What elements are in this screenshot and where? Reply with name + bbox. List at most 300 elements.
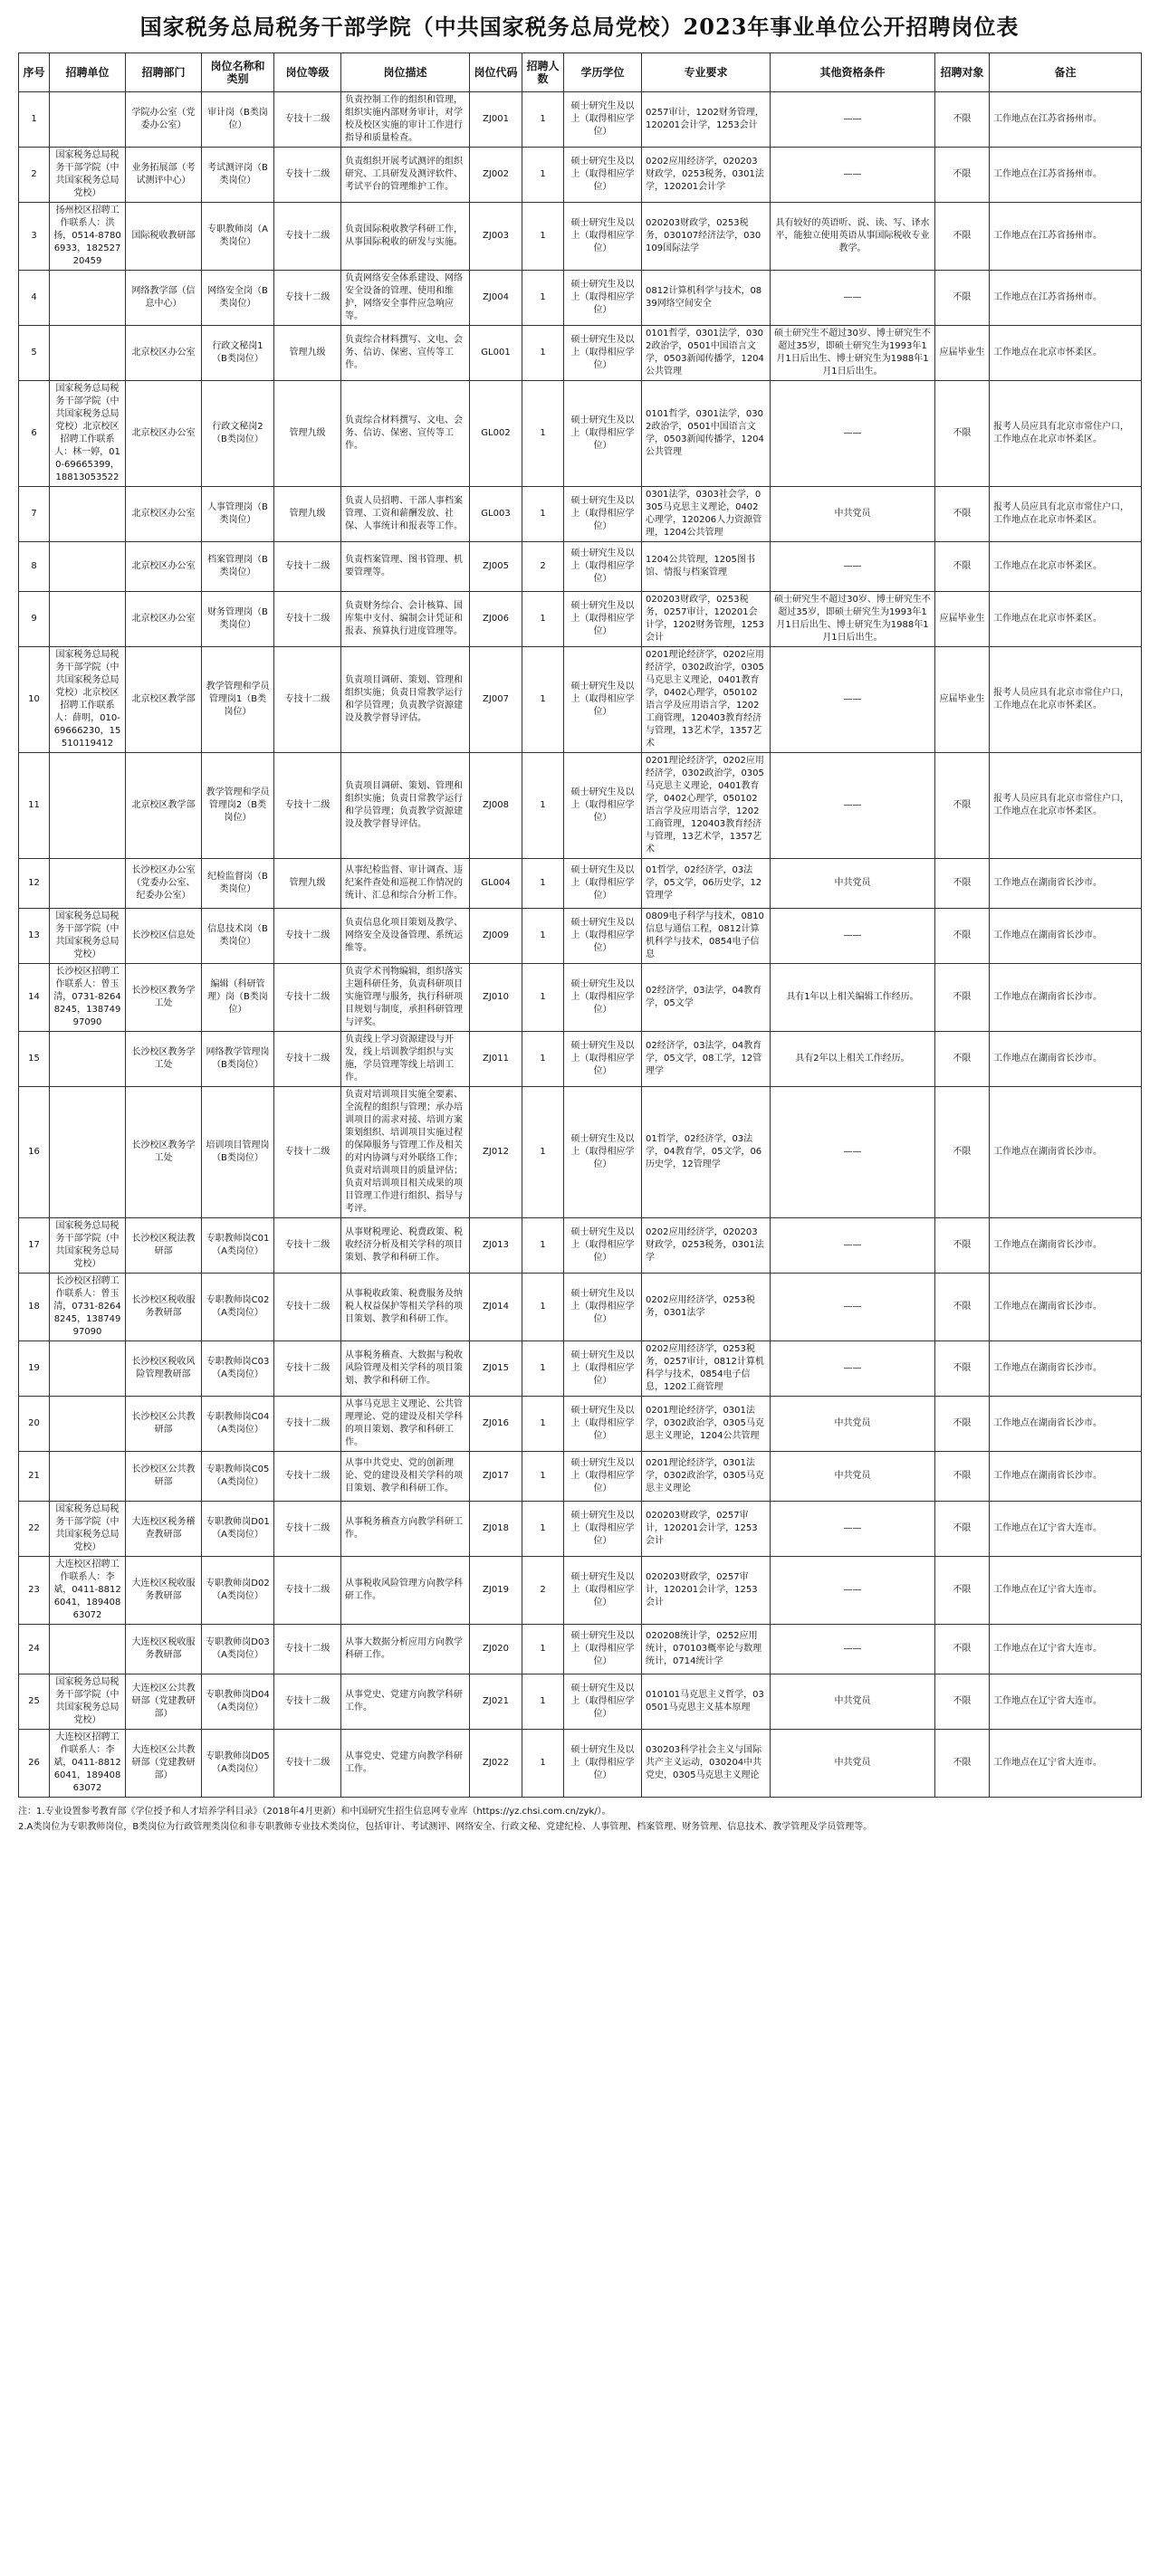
header-other: 其他资格条件 bbox=[771, 53, 935, 92]
table-row bbox=[19, 326, 1142, 381]
education-degree: 硕士研究生及以上（取得相应学位） bbox=[564, 1274, 642, 1341]
hire-count: 1 bbox=[522, 964, 564, 1032]
table-row bbox=[19, 592, 1142, 647]
post-description: 从事党史、党建方向教学科研工作。 bbox=[341, 1674, 470, 1730]
remarks: 工作地点在辽宁省大连市。 bbox=[990, 1674, 1142, 1730]
post-code: ZJ015 bbox=[470, 1341, 522, 1397]
post-name: 纪检监督岗（B类岗位） bbox=[202, 859, 274, 909]
department: 北京校区办公室 bbox=[126, 542, 202, 592]
post-level: 专技十二级 bbox=[274, 542, 341, 592]
education-degree: 硕士研究生及以上（取得相应学位） bbox=[564, 1032, 642, 1087]
row-number: 6 bbox=[19, 381, 50, 487]
table-row bbox=[19, 271, 1142, 326]
post-code: ZJ005 bbox=[470, 542, 522, 592]
remarks: 工作地点在湖南省长沙市。 bbox=[990, 1341, 1142, 1397]
table-row bbox=[19, 92, 1142, 148]
education-degree: 硕士研究生及以上（取得相应学位） bbox=[564, 1625, 642, 1674]
post-name: 专职教师岗C04（A类岗位） bbox=[202, 1397, 274, 1452]
table-row bbox=[19, 1674, 1142, 1730]
post-code: ZJ014 bbox=[470, 1274, 522, 1341]
recruiting-unit: 扬州校区招聘工作联系人：洪扬，0514-87806933，18252720459 bbox=[50, 203, 126, 271]
post-description: 负责综合材料撰写、文电、会务、信访、保密、宣传等工作。 bbox=[341, 326, 470, 381]
education-degree: 硕士研究生及以上（取得相应学位） bbox=[564, 1502, 642, 1557]
hire-count: 1 bbox=[522, 1341, 564, 1397]
major-requirements: 0201理论经济学，0202应用经济学，0302政治学，0305马克思主义理论，0401教育学，0402心理学，050102语言学及应用语言学，1202工商管理，120403教育经济与管理，13艺术学，1357艺术 bbox=[642, 647, 771, 753]
hire-count: 1 bbox=[522, 753, 564, 859]
education-degree: 硕士研究生及以上（取得相应学位） bbox=[564, 92, 642, 148]
education-degree: 硕士研究生及以上（取得相应学位） bbox=[564, 203, 642, 271]
hire-count: 1 bbox=[522, 271, 564, 326]
post-level: 专技十二级 bbox=[274, 271, 341, 326]
recruiting-unit: 长沙校区招聘工作联系人：曾玉清，0731-82648245，13874997090 bbox=[50, 964, 126, 1032]
table-row bbox=[19, 1557, 1142, 1625]
major-requirements: 010101马克思主义哲学，030501马克思主义基本原理 bbox=[642, 1674, 771, 1730]
post-level: 专技十二级 bbox=[274, 148, 341, 203]
post-name: 信息技术岗（B类岗位） bbox=[202, 909, 274, 964]
table-header-row bbox=[19, 53, 1142, 92]
other-qualifications: —— bbox=[771, 909, 935, 964]
post-level: 专技十二级 bbox=[274, 592, 341, 647]
header-remark: 备注 bbox=[990, 53, 1142, 92]
row-number: 5 bbox=[19, 326, 50, 381]
row-number: 16 bbox=[19, 1087, 50, 1218]
post-description: 负责信息化项目策划及教学、网络安全及设备管理、系统运维等。 bbox=[341, 909, 470, 964]
row-number: 1 bbox=[19, 92, 50, 148]
table-row bbox=[19, 753, 1142, 859]
recruit-target: 不限 bbox=[935, 271, 990, 326]
row-number: 11 bbox=[19, 753, 50, 859]
row-number: 25 bbox=[19, 1674, 50, 1730]
major-requirements: 0101哲学，0301法学，0302政治学，0501中国语言文学，0503新闻传播学，1204公共管理 bbox=[642, 326, 771, 381]
department: 长沙校区教务学工处 bbox=[126, 1032, 202, 1087]
major-requirements: 01哲学，02经济学，03法学，05文学，06历史学，12管理学 bbox=[642, 859, 771, 909]
post-description: 负责档案管理、图书管理、机要管理等。 bbox=[341, 542, 470, 592]
major-requirements: 0101哲学，0301法学，0302政治学，0501中国语言文学，0503新闻传播学，1204公共管理 bbox=[642, 381, 771, 487]
header-post: 岗位名称和类别 bbox=[202, 53, 274, 92]
department: 业务拓展部（考试测评中心） bbox=[126, 148, 202, 203]
footnotes bbox=[18, 1798, 1141, 1841]
department: 长沙校区公共教研部 bbox=[126, 1452, 202, 1502]
remarks: 工作地点在辽宁省大连市。 bbox=[990, 1557, 1142, 1625]
post-level: 专技十二级 bbox=[274, 1341, 341, 1397]
recruit-target: 不限 bbox=[935, 92, 990, 148]
row-number: 18 bbox=[19, 1274, 50, 1341]
other-qualifications: —— bbox=[771, 647, 935, 753]
other-qualifications: —— bbox=[771, 1274, 935, 1341]
recruiting-unit bbox=[50, 271, 126, 326]
department: 长沙校区税收服务教研部 bbox=[126, 1274, 202, 1341]
row-number: 4 bbox=[19, 271, 50, 326]
table-row bbox=[19, 1397, 1142, 1452]
department: 长沙校区税收风险管理教研部 bbox=[126, 1341, 202, 1397]
hire-count: 1 bbox=[522, 381, 564, 487]
hire-count: 1 bbox=[522, 326, 564, 381]
other-qualifications: —— bbox=[771, 1341, 935, 1397]
remarks: 工作地点在辽宁省大连市。 bbox=[990, 1730, 1142, 1798]
remarks: 工作地点在江苏省扬州市。 bbox=[990, 271, 1142, 326]
recruiting-unit bbox=[50, 859, 126, 909]
row-number: 15 bbox=[19, 1032, 50, 1087]
post-description: 负责组织开展考试测评的组织研究、工具研发及测评软件、考试平台的管理维护工作。 bbox=[341, 148, 470, 203]
recruit-target: 不限 bbox=[935, 1674, 990, 1730]
table-row bbox=[19, 1274, 1142, 1341]
post-code: ZJ020 bbox=[470, 1625, 522, 1674]
post-description: 负责财务综合、会计核算、国库集中支付、编制会计凭证和报表、预算执行进度管理等。 bbox=[341, 592, 470, 647]
post-code: ZJ007 bbox=[470, 647, 522, 753]
recruiting-unit bbox=[50, 92, 126, 148]
recruiting-unit: 大连校区招聘工作联系人：李斌，0411-88126041，18940863072 bbox=[50, 1557, 126, 1625]
major-requirements: 020208统计学，0252应用统计，070103概率论与数理统计，0714统计学 bbox=[642, 1625, 771, 1674]
post-code: ZJ012 bbox=[470, 1087, 522, 1218]
post-level: 专技十二级 bbox=[274, 1032, 341, 1087]
table-row bbox=[19, 542, 1142, 592]
recruit-target: 应届毕业生 bbox=[935, 647, 990, 753]
row-number: 20 bbox=[19, 1397, 50, 1452]
other-qualifications: —— bbox=[771, 1087, 935, 1218]
post-level: 专技十二级 bbox=[274, 1557, 341, 1625]
post-name: 教学管理和学员管理岗1（B类岗位） bbox=[202, 647, 274, 753]
post-description: 负责线上学习资源建设与开发，线上培训教学组织与实施，学员管理等线上培训工作。 bbox=[341, 1032, 470, 1087]
recruiting-unit: 长沙校区招聘工作联系人：曾玉清，0731-82648245，13874997090 bbox=[50, 1274, 126, 1341]
hire-count: 1 bbox=[522, 1674, 564, 1730]
post-code: GL001 bbox=[470, 326, 522, 381]
post-description: 负责网络安全体系建设、网络安全设备的管理、使用和维护，网络安全事件应急响应等。 bbox=[341, 271, 470, 326]
recruit-target: 不限 bbox=[935, 381, 990, 487]
hire-count: 1 bbox=[522, 1397, 564, 1452]
recruit-target: 不限 bbox=[935, 148, 990, 203]
department: 大连校区公共教研部（党建教研部） bbox=[126, 1730, 202, 1798]
remarks: 工作地点在辽宁省大连市。 bbox=[990, 1502, 1142, 1557]
other-qualifications: 中共党员 bbox=[771, 487, 935, 542]
post-level: 专技十二级 bbox=[274, 1274, 341, 1341]
recruit-target: 不限 bbox=[935, 1730, 990, 1798]
major-requirements: 0301法学，0303社会学，0305马克思主义理论，0402心理学，120206人力资源管理，1204公共管理 bbox=[642, 487, 771, 542]
post-description: 从事大数据分析应用方向教学科研工作。 bbox=[341, 1625, 470, 1674]
recruit-target: 应届毕业生 bbox=[935, 326, 990, 381]
row-number: 24 bbox=[19, 1625, 50, 1674]
post-code: ZJ019 bbox=[470, 1557, 522, 1625]
major-requirements: 1204公共管理，1205图书馆、情报与档案管理 bbox=[642, 542, 771, 592]
table-row bbox=[19, 859, 1142, 909]
education-degree: 硕士研究生及以上（取得相应学位） bbox=[564, 1730, 642, 1798]
major-requirements: 0202应用经济学，0253税务，0301法学 bbox=[642, 1274, 771, 1341]
post-name: 档案管理岗（B类岗位） bbox=[202, 542, 274, 592]
post-code: ZJ013 bbox=[470, 1218, 522, 1274]
recruiting-unit: 国家税务总局税务干部学院（中共国家税务总局党校） bbox=[50, 148, 126, 203]
post-description: 负责控制工作的组织和管理，组织实施内部财务审计，对学校及校区实施的审计工作进行指导和质量检查。 bbox=[341, 92, 470, 148]
remarks: 工作地点在北京市怀柔区。 bbox=[990, 592, 1142, 647]
table-row bbox=[19, 1452, 1142, 1502]
recruiting-unit bbox=[50, 1032, 126, 1087]
post-level: 专技十二级 bbox=[274, 1625, 341, 1674]
post-level: 专技十二级 bbox=[274, 647, 341, 753]
post-name: 专职教师岗D05（A类岗位） bbox=[202, 1730, 274, 1798]
department: 北京校区办公室 bbox=[126, 487, 202, 542]
row-number: 12 bbox=[19, 859, 50, 909]
remarks: 工作地点在湖南省长沙市。 bbox=[990, 1218, 1142, 1274]
recruit-target: 不限 bbox=[935, 1218, 990, 1274]
hire-count: 1 bbox=[522, 1502, 564, 1557]
post-description: 负责人员招聘、干部人事档案管理、工资和薪酬发放、社保、人事统计和报表等工作。 bbox=[341, 487, 470, 542]
post-level: 专技十二级 bbox=[274, 909, 341, 964]
post-level: 专技十二级 bbox=[274, 1674, 341, 1730]
hire-count: 1 bbox=[522, 1730, 564, 1798]
recruiting-unit bbox=[50, 753, 126, 859]
post-description: 从事税收风险管理方向教学科研工作。 bbox=[341, 1557, 470, 1625]
post-level: 管理九级 bbox=[274, 381, 341, 487]
major-requirements: 020203财政学，0253税务，0257审计，120201会计学，1202财务管理，1253会计 bbox=[642, 592, 771, 647]
department: 北京校区办公室 bbox=[126, 326, 202, 381]
other-qualifications: 中共党员 bbox=[771, 859, 935, 909]
department: 国际税收教研部 bbox=[126, 203, 202, 271]
major-requirements: 0201理论经济学，0301法学，0302政治学，0305马克思主义理论 bbox=[642, 1452, 771, 1502]
header-dept: 招聘部门 bbox=[126, 53, 202, 92]
post-code: ZJ021 bbox=[470, 1674, 522, 1730]
other-qualifications: 硕士研究生不超过30岁、博士研究生不超过35岁，即硕士研究生为1993年1月1日后出生、博士研究生为1988年1月1日后出生。 bbox=[771, 326, 935, 381]
recruiting-unit bbox=[50, 326, 126, 381]
post-name: 专职教师岗（A类岗位） bbox=[202, 203, 274, 271]
recruiting-unit: 国家税务总局税务干部学院（中共国家税务总局党校） bbox=[50, 1674, 126, 1730]
remarks: 工作地点在湖南省长沙市。 bbox=[990, 1452, 1142, 1502]
remarks: 工作地点在湖南省长沙市。 bbox=[990, 1032, 1142, 1087]
table-row bbox=[19, 964, 1142, 1032]
remarks: 工作地点在湖南省长沙市。 bbox=[990, 1397, 1142, 1452]
header-target: 招聘对象 bbox=[935, 53, 990, 92]
remarks: 报考人员应具有北京市常住户口，工作地点在北京市怀柔区。 bbox=[990, 647, 1142, 753]
row-number: 10 bbox=[19, 647, 50, 753]
recruit-target: 不限 bbox=[935, 859, 990, 909]
post-name: 专职教师岗C01（A类岗位） bbox=[202, 1218, 274, 1274]
post-level: 专技十二级 bbox=[274, 1087, 341, 1218]
post-level: 专技十二级 bbox=[274, 964, 341, 1032]
recruiting-unit: 大连校区招聘工作联系人：李斌，0411-88126041，18940863072 bbox=[50, 1730, 126, 1798]
row-number: 3 bbox=[19, 203, 50, 271]
table-row bbox=[19, 203, 1142, 271]
recruiting-unit bbox=[50, 592, 126, 647]
post-name: 财务管理岗（B类岗位） bbox=[202, 592, 274, 647]
post-description: 负责项目调研、策划、管理和组织实施；负责日常教学运行和学员管理；负责教学资源建设及教学督导评估。 bbox=[341, 753, 470, 859]
post-description: 从事党史、党建方向教学科研工作。 bbox=[341, 1730, 470, 1798]
hire-count: 2 bbox=[522, 542, 564, 592]
department: 长沙校区公共教研部 bbox=[126, 1397, 202, 1452]
major-requirements: 020203财政学，0257审计，120201会计学，1253会计 bbox=[642, 1502, 771, 1557]
recruiting-unit bbox=[50, 1397, 126, 1452]
department: 长沙校区教务学工处 bbox=[126, 964, 202, 1032]
remarks: 工作地点在北京市怀柔区。 bbox=[990, 326, 1142, 381]
header-code: 岗位代码 bbox=[470, 53, 522, 92]
post-name: 行政文秘岗2（B类岗位） bbox=[202, 381, 274, 487]
post-name: 网络教学管理岗（B类岗位） bbox=[202, 1032, 274, 1087]
other-qualifications: —— bbox=[771, 753, 935, 859]
education-degree: 硕士研究生及以上（取得相应学位） bbox=[564, 1557, 642, 1625]
recruitment-table bbox=[18, 52, 1142, 1798]
row-number: 26 bbox=[19, 1730, 50, 1798]
recruit-target: 不限 bbox=[935, 753, 990, 859]
major-requirements: 020203财政学，0253税务，030107经济法学，030109国际法学 bbox=[642, 203, 771, 271]
header-no: 序号 bbox=[19, 53, 50, 92]
post-name: 网络安全岗（B类岗位） bbox=[202, 271, 274, 326]
post-description: 从事纪检监督、审计调查、违纪案件查处和巡视工作情况的统计、汇总和综合分析工作。 bbox=[341, 859, 470, 909]
table-row bbox=[19, 381, 1142, 487]
post-name: 编辑（科研管理）岗（B类岗位） bbox=[202, 964, 274, 1032]
hire-count: 2 bbox=[522, 1557, 564, 1625]
hire-count: 1 bbox=[522, 592, 564, 647]
recruiting-unit: 国家税务总局税务干部学院（中共国家税务总局党校）北京校区招聘工作联系人：林一婷，010-69665399，18813053522 bbox=[50, 381, 126, 487]
education-degree: 硕士研究生及以上（取得相应学位） bbox=[564, 487, 642, 542]
recruiting-unit bbox=[50, 1625, 126, 1674]
other-qualifications: —— bbox=[771, 381, 935, 487]
post-name: 培训项目管理岗（B类岗位） bbox=[202, 1087, 274, 1218]
recruit-target: 应届毕业生 bbox=[935, 592, 990, 647]
education-degree: 硕士研究生及以上（取得相应学位） bbox=[564, 148, 642, 203]
education-degree: 硕士研究生及以上（取得相应学位） bbox=[564, 326, 642, 381]
other-qualifications: 具有较好的英语听、说、读、写、译水平，能独立使用英语从事国际税收专业教学。 bbox=[771, 203, 935, 271]
recruiting-unit: 国家税务总局税务干部学院（中共国家税务总局党校） bbox=[50, 1218, 126, 1274]
post-name: 专职教师岗D01（A类岗位） bbox=[202, 1502, 274, 1557]
recruit-target: 不限 bbox=[935, 203, 990, 271]
department: 大连校区税务稽查教研部 bbox=[126, 1502, 202, 1557]
remarks: 工作地点在江苏省扬州市。 bbox=[990, 92, 1142, 148]
post-code: ZJ004 bbox=[470, 271, 522, 326]
major-requirements: 020203财政学，0257审计，120201会计学，1253会计 bbox=[642, 1557, 771, 1625]
post-description: 负责学术刊物编辑，组织落实主题科研任务，负责科研项目实施管理与服务，执行科研项目规划与制度，承担科研管理与评奖。 bbox=[341, 964, 470, 1032]
header-unit: 招聘单位 bbox=[50, 53, 126, 92]
table-row bbox=[19, 1218, 1142, 1274]
post-description: 负责对培训项目实施全要素、全流程的组织与管理；承办培训项目的需求对接、培训方案策划组织、培训项目实施过程的保障服务与管理工作及相关的对内协调与对外联络工作；负责对培训项目的质量评估；负责对培训项目相关成果的项目管理工作进行组织、指导与考评。 bbox=[341, 1087, 470, 1218]
post-name: 专职教师岗C05（A类岗位） bbox=[202, 1452, 274, 1502]
other-qualifications: —— bbox=[771, 271, 935, 326]
hire-count: 1 bbox=[522, 92, 564, 148]
department: 大连校区税收服务教研部 bbox=[126, 1557, 202, 1625]
other-qualifications: —— bbox=[771, 92, 935, 148]
row-number: 9 bbox=[19, 592, 50, 647]
education-degree: 硕士研究生及以上（取得相应学位） bbox=[564, 964, 642, 1032]
post-level: 专技十二级 bbox=[274, 1218, 341, 1274]
recruit-target: 不限 bbox=[935, 542, 990, 592]
recruiting-unit bbox=[50, 487, 126, 542]
major-requirements: 02经济学，03法学，04教育学，05文学，08工学，12管理学 bbox=[642, 1032, 771, 1087]
major-requirements: 0812计算机科学与技术，0839网络空间安全 bbox=[642, 271, 771, 326]
hire-count: 1 bbox=[522, 859, 564, 909]
post-name: 人事管理岗（B类岗位） bbox=[202, 487, 274, 542]
recruit-target: 不限 bbox=[935, 964, 990, 1032]
department: 大连校区公共教研部（党建教研部） bbox=[126, 1674, 202, 1730]
department: 长沙校区信息处 bbox=[126, 909, 202, 964]
post-level: 专技十二级 bbox=[274, 1397, 341, 1452]
hire-count: 1 bbox=[522, 1087, 564, 1218]
post-name: 专职教师岗C02（A类岗位） bbox=[202, 1274, 274, 1341]
education-degree: 硕士研究生及以上（取得相应学位） bbox=[564, 1674, 642, 1730]
major-requirements: 0202应用经济学，0253税务，0257审计，0812计算机科学与技术，0854电子信息，1202工商管理 bbox=[642, 1341, 771, 1397]
recruiting-unit bbox=[50, 1341, 126, 1397]
document-title: 国家税务总局税务干部学院（中共国家税务总局党校）2023年事业单位公开招聘岗位表 bbox=[139, 14, 1020, 40]
recruiting-unit: 国家税务总局税务干部学院（中共国家税务总局党校） bbox=[50, 909, 126, 964]
row-number: 21 bbox=[19, 1452, 50, 1502]
education-degree: 硕士研究生及以上（取得相应学位） bbox=[564, 542, 642, 592]
post-description: 负责国际税收教学科研工作，从事国际税收的研发与实施。 bbox=[341, 203, 470, 271]
major-requirements: 0201理论经济学，0301法学，0302政治学，0305马克思主义理论，1204公共管理 bbox=[642, 1397, 771, 1452]
hire-count: 1 bbox=[522, 1032, 564, 1087]
header-desc: 岗位描述 bbox=[341, 53, 470, 92]
hire-count: 1 bbox=[522, 148, 564, 203]
department: 长沙校区办公室（党委办公室、纪委办公室） bbox=[126, 859, 202, 909]
other-qualifications: —— bbox=[771, 1218, 935, 1274]
post-code: ZJ002 bbox=[470, 148, 522, 203]
recruiting-unit bbox=[50, 1087, 126, 1218]
post-code: GL004 bbox=[470, 859, 522, 909]
recruit-target: 不限 bbox=[935, 1502, 990, 1557]
post-description: 从事马克思主义理论、公共管理理论、党的建设及相关学科的项目策划、教学和科研工作。 bbox=[341, 1397, 470, 1452]
hire-count: 1 bbox=[522, 487, 564, 542]
major-requirements: 01哲学，02经济学，03法学，04教育学，05文学，06历史学，12管理学 bbox=[642, 1087, 771, 1218]
recruit-target: 不限 bbox=[935, 1274, 990, 1341]
education-degree: 硕士研究生及以上（取得相应学位） bbox=[564, 1341, 642, 1397]
table-row bbox=[19, 1730, 1142, 1798]
hire-count: 1 bbox=[522, 203, 564, 271]
hire-count: 1 bbox=[522, 1625, 564, 1674]
table-row bbox=[19, 909, 1142, 964]
remarks: 工作地点在辽宁省大连市。 bbox=[990, 1625, 1142, 1674]
recruit-target: 不限 bbox=[935, 487, 990, 542]
education-degree: 硕士研究生及以上（取得相应学位） bbox=[564, 1218, 642, 1274]
post-code: ZJ009 bbox=[470, 909, 522, 964]
header-edu: 学历学位 bbox=[564, 53, 642, 92]
footnote: 2.A类岗位为专职教师岗位，B类岗位为行政管理类岗位和非专职教师专业技术类岗位，包括审计、考试测评、网络安全、行政文秘、党建纪检、人事管理、档案管理、财务管理、信息技术、教学管理及学员管理等。 bbox=[18, 1822, 873, 1832]
footnote: 注：1.专业设置参考教育部《学位授予和人才培养学科目录》（2018年4月更新）和中国研究生招生信息网专业库（https://yz.chsi.com.cn/zyk/）。 bbox=[18, 1807, 611, 1817]
education-degree: 硕士研究生及以上（取得相应学位） bbox=[564, 909, 642, 964]
other-qualifications: —— bbox=[771, 1557, 935, 1625]
major-requirements: 02经济学，03法学，04教育学，05文学 bbox=[642, 964, 771, 1032]
recruiting-unit bbox=[50, 1452, 126, 1502]
post-level: 管理九级 bbox=[274, 326, 341, 381]
recruit-target: 不限 bbox=[935, 1557, 990, 1625]
header-major: 专业要求 bbox=[642, 53, 771, 92]
department: 学院办公室（党委办公室） bbox=[126, 92, 202, 148]
hire-count: 1 bbox=[522, 1452, 564, 1502]
department: 大连校区税收服务教研部 bbox=[126, 1625, 202, 1674]
recruit-target: 不限 bbox=[935, 1452, 990, 1502]
education-degree: 硕士研究生及以上（取得相应学位） bbox=[564, 1397, 642, 1452]
other-qualifications: —— bbox=[771, 1502, 935, 1557]
row-number: 8 bbox=[19, 542, 50, 592]
post-name: 专职教师岗D02（A类岗位） bbox=[202, 1557, 274, 1625]
department: 长沙校区教务学工处 bbox=[126, 1087, 202, 1218]
recruit-target: 不限 bbox=[935, 1341, 990, 1397]
table-row bbox=[19, 1032, 1142, 1087]
remarks: 工作地点在湖南省长沙市。 bbox=[990, 1274, 1142, 1341]
post-description: 从事税务稽查方向教学科研工作。 bbox=[341, 1502, 470, 1557]
header-level: 岗位等级 bbox=[274, 53, 341, 92]
other-qualifications: 中共党员 bbox=[771, 1397, 935, 1452]
other-qualifications: 具有1年以上相关编辑工作经历。 bbox=[771, 964, 935, 1032]
post-code: ZJ022 bbox=[470, 1730, 522, 1798]
post-code: ZJ008 bbox=[470, 753, 522, 859]
recruit-target: 不限 bbox=[935, 1625, 990, 1674]
row-number: 22 bbox=[19, 1502, 50, 1557]
other-qualifications: —— bbox=[771, 542, 935, 592]
department: 网络教学部（信息中心） bbox=[126, 271, 202, 326]
row-number: 13 bbox=[19, 909, 50, 964]
education-degree: 硕士研究生及以上（取得相应学位） bbox=[564, 859, 642, 909]
post-description: 从事税收政策、税费服务及纳税人权益保护等相关学科的项目策划、教学和科研工作。 bbox=[341, 1274, 470, 1341]
post-code: ZJ011 bbox=[470, 1032, 522, 1087]
post-description: 从事税务稽查、大数据与税收风险管理及相关学科的项目策划、教学和科研工作。 bbox=[341, 1341, 470, 1397]
remarks: 工作地点在湖南省长沙市。 bbox=[990, 964, 1142, 1032]
post-code: GL003 bbox=[470, 487, 522, 542]
post-name: 教学管理和学员管理岗2（B类岗位） bbox=[202, 753, 274, 859]
education-degree: 硕士研究生及以上（取得相应学位） bbox=[564, 592, 642, 647]
table-row bbox=[19, 487, 1142, 542]
